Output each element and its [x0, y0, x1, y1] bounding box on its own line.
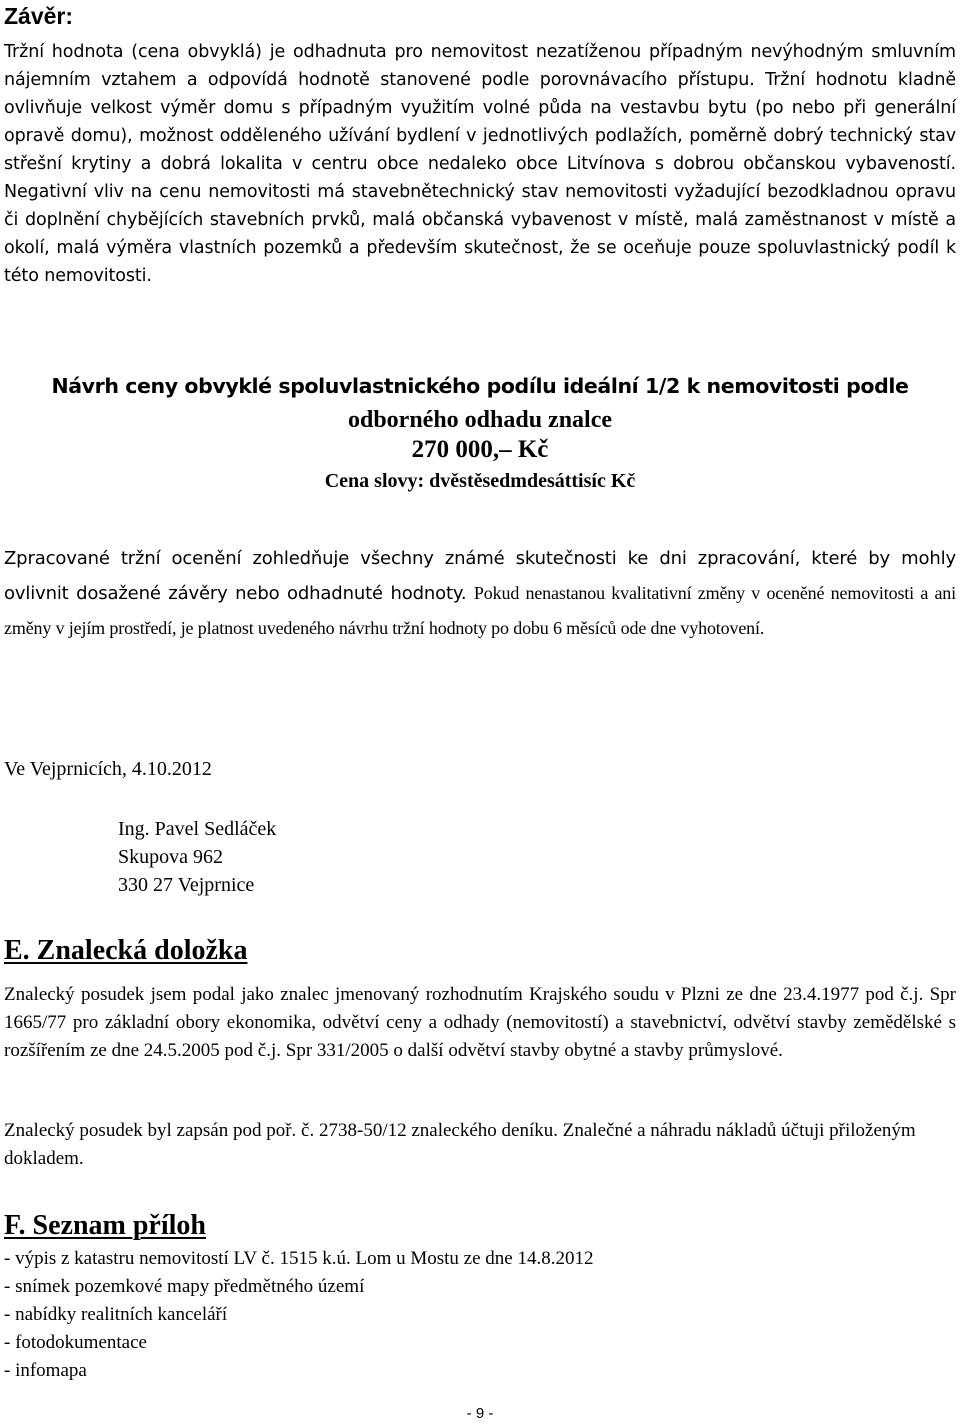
price-proposal-title: Návrh ceny obvyklé spoluvlastnického podílu ideální 1/2 k nemovitosti podle — [51, 374, 909, 398]
conclusion-heading: Závěr: — [4, 3, 74, 29]
price-proposal-subtitle: odborného odhadu znalce — [347, 407, 613, 433]
signer-city: 330 27 Vejprnice — [118, 874, 255, 896]
signer-name: Ing. Pavel Sedláček — [118, 818, 277, 840]
attachment-list — [4, 1245, 956, 1385]
list-item: - infomapa — [4, 1360, 87, 1381]
list-item: - nabídky realitních kanceláří — [4, 1304, 228, 1325]
price-in-words: Cena slovy: dvěstěsedmdesáttisíc Kč — [324, 470, 636, 492]
conclusion-paragraph: Tržní hodnota (cena obvyklá) je odhadnuta pro nemovitost nezatíženou případným nevýhodným smluvním nájemním vztahem a odpovídá hodnotě stanovené podle porovnávacího přístupu. Tržní hodnotu kladně ovlivňuje velkost výměr domu s případným využitím volné půda na vestavbu bytu (po nebo při generální opravě domu), možnost odděleného užívání bydlení v jednotlivých podlažích, poměrně dobrý technický stav střešní krytiny a dobrá lokalita v centru obce nedaleko obce Litvínova s dobrou občanskou vybaveností. Negativní vliv na cenu nemovitosti má stavebnětechnický stav nemovitosti vyžadující bezodkladnou opravu či doplnění chybějících stavebních prvků, malá občanská vybavenost v místě, malá zaměstnanost v místě a okolí, malá výměra vlastních pozemků a především skutečnost, že se oceňuje pouze spoluvlastnický podíl k této nemovitosti. — [4, 42, 956, 286]
expert-clause-paragraph-1: Znalecký posudek jsem podal jako znalec jmenovaný rozhodnutím Krajského soudu v Plzni ze dne 23.4.1977 pod č.j. Spr 1665/77 pro základní obory ekonomika, odvětví ceny a odhady (nemovitostí) a stavebnictví, odvětví stavby zemědělské s rozšířením ze dne 24.5.2005 pod č.j. Spr 331/2005 o další odvětví stavby obytné a stavby průmyslové. — [4, 984, 956, 1061]
signer-street: Skupova 962 — [118, 846, 223, 868]
validity-note-part1: Zpracované tržní ocenění zohledňuje všechny známé skutečnosti ke dni zpracování, které by mohly ovlivnit dosažené závěry nebo odhadnuté hodnoty. — [4, 548, 956, 604]
expert-clause-paragraph-2: Znalecký posudek byl zapsán pod poř. č. 2738-50/12 znaleckého deníku. Znalečné a náhradu nákladů účtuji přiloženým dokladem. — [4, 1120, 916, 1169]
section-f-heading: F. Seznam příloh — [4, 1210, 206, 1241]
proposed-price: 270 000,– Kč — [411, 436, 549, 463]
list-item: - výpis z katastru nemovitostí LV č. 1515 k.ú. Lom u Mostu ze dne 14.8.2012 — [4, 1248, 594, 1269]
page-number: - 9 - — [466, 1405, 494, 1422]
validity-note-part2: Pokud nenastanou kvalitativní změny v oceněné nemovitosti a ani změny v jejím prostředí, je platnost uvedeného návrhu tržní hodnoty po dobu 6 měsíců ode dne vyhotovení. — [4, 583, 956, 638]
place-and-date: Ve Vejprnicích, 4.10.2012 — [4, 758, 212, 780]
signer-block — [118, 815, 956, 899]
list-item: - fotodokumentace — [4, 1332, 147, 1353]
list-item: - snímek pozemkové mapy předmětného území — [4, 1276, 365, 1297]
validity-note — [4, 542, 956, 646]
section-e-heading: E. Znalecká doložka — [4, 935, 248, 966]
